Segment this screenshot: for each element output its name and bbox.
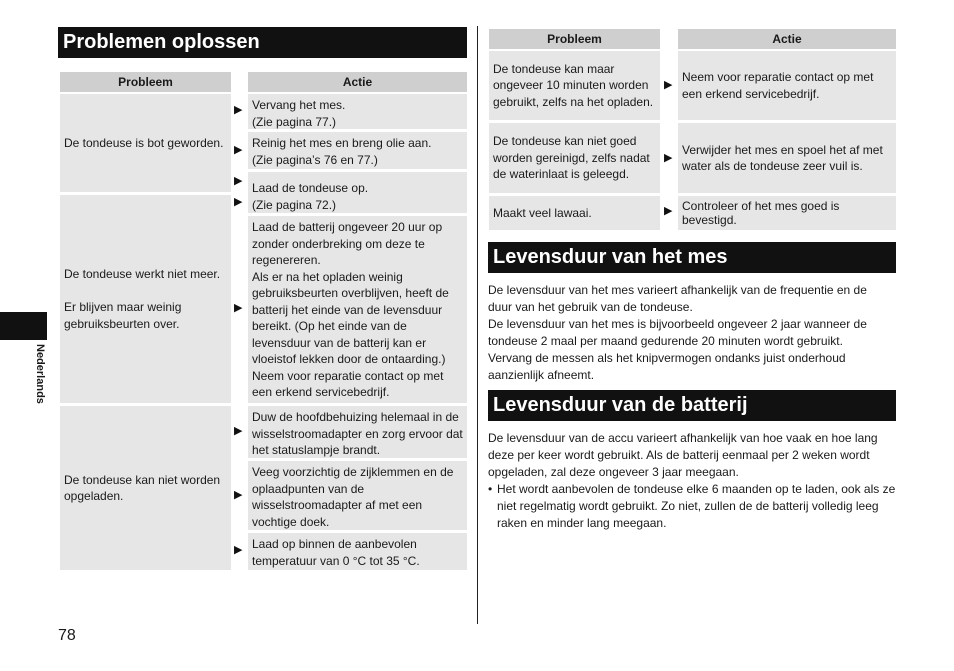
problem-cell-blunt: De tondeuse is bot geworden. [60, 94, 231, 192]
action-cell-temperature: Laad op binnen de aanbevolen temperatuur van 0 °C tot 35 °C. [248, 533, 467, 570]
arrow-icon: ▶ [234, 489, 243, 501]
arrow-icon: ▶ [234, 144, 243, 156]
arrow-icon: ▶ [664, 79, 673, 91]
troubleshooting-heading: Problemen oplossen [58, 27, 467, 58]
blade-life-heading: Levensduur van het mes [488, 242, 896, 273]
arrow-icon: ▶ [234, 302, 243, 314]
language-tab [0, 312, 47, 340]
arrow-icon: ▶ [234, 175, 243, 187]
problem-cell-not-working: De tondeuse werkt niet meer. Er blijven maar weinig gebruiksbeurten over. [60, 195, 231, 403]
action-cell-rinse-blade: Verwijder het mes en spoel het af met water als de tondeuse zeer vuil is. [678, 123, 896, 193]
left-col-problem-header: Probleem [60, 72, 231, 92]
action-cell-regenerate-battery: Laad de batterij ongeveer 20 uur op zonder onderbreking om deze te regenereren. Als er na het opladen weinig gebruiksbeurten overblijven, heeft de batterij het einde van de levensduur bereikt. (Op het einde van de levensduur van de batterij kan er vloeistof lekken door de ontaarding.) Neem voor reparatie contact op met een erkend servicebedrijf. [248, 216, 467, 403]
arrow-icon: ▶ [664, 205, 673, 217]
battery-bullet-text: Het wordt aanbevolen de tondeuse elke 6 maanden op te laden, ook als ze niet regelmatig wordt gebruikt. Zo niet, zullen de de batterij volledig leeg raken en minder lang meegaan. [497, 482, 896, 530]
battery-bullet-mark: • [488, 482, 493, 496]
action-cell-push-housing: Duw de hoofdbehuizing helemaal in de wisselstroomadapter en zorg ervoor dat het statuslampje brandt. [248, 406, 467, 458]
right-col-action-header: Actie [678, 29, 896, 49]
action-cell-check-blade: Controleer of het mes goed is bevestigd. [678, 196, 896, 230]
arrow-icon: ▶ [234, 425, 243, 437]
action-cell-replace-blade: Vervang het mes. (Zie pagina 77.) [248, 94, 467, 129]
battery-life-heading: Levensduur van de batterij [488, 390, 896, 421]
left-col-action-header: Actie [248, 72, 467, 92]
arrow-icon: ▶ [234, 196, 243, 208]
page-number: 78 [58, 627, 76, 644]
problem-cell-noise: Maakt veel lawaai. [489, 196, 660, 230]
arrow-icon: ▶ [234, 104, 243, 116]
problem-cell-cannot-charge: De tondeuse kan niet worden opgeladen. [60, 406, 231, 570]
problem-cell-cleaning: De tondeuse kan niet goed worden gereinigd, zelfs nadat de waterinlaat is geleegd. [489, 123, 660, 193]
arrow-icon: ▶ [234, 544, 243, 556]
right-col-problem-header: Probleem [489, 29, 660, 49]
action-cell-wipe-terminals: Veeg voorzichtig de zijklemmen en de oplaadpunten van de wisselstroomadapter af met een vochtige doek. [248, 461, 467, 530]
language-label: Nederlands [34, 344, 46, 404]
action-cell-charge: Laad de tondeuse op. (Zie pagina 72.) [248, 172, 467, 213]
blade-life-text: De levensduur van het mes varieert afhankelijk van de frequentie en de duur van het gebruik van de tondeuse. De levensduur van het mes is bijvoorbeeld ongeveer 2 jaar wanneer de tondeuse 2 maal per maand gedurende 20 minuten wordt gebruikt. Vervang de messen als het knipvermogen ondanks juist onderhoud aanzienlijk afneemt. [488, 283, 867, 382]
action-cell-clean-blade: Reinig het mes en breng olie aan. (Zie pagina’s 76 en 77.) [248, 132, 467, 169]
column-divider [477, 26, 478, 624]
action-cell-repair: Neem voor reparatie contact op met een erkend servicebedrijf. [678, 51, 896, 120]
battery-life-text: De levensduur van de accu varieert afhankelijk van hoe vaak en hoe lang deze per keer wordt gebruikt. Als de batterij eenmaal per 2 weken wordt opgeladen, zal deze ongeveer 3 jaar meegaan. [488, 431, 878, 479]
problem-cell-short-runtime: De tondeuse kan maar ongeveer 10 minuten worden gebruikt, zelfs na het opladen. [489, 51, 660, 120]
arrow-icon: ▶ [664, 152, 673, 164]
